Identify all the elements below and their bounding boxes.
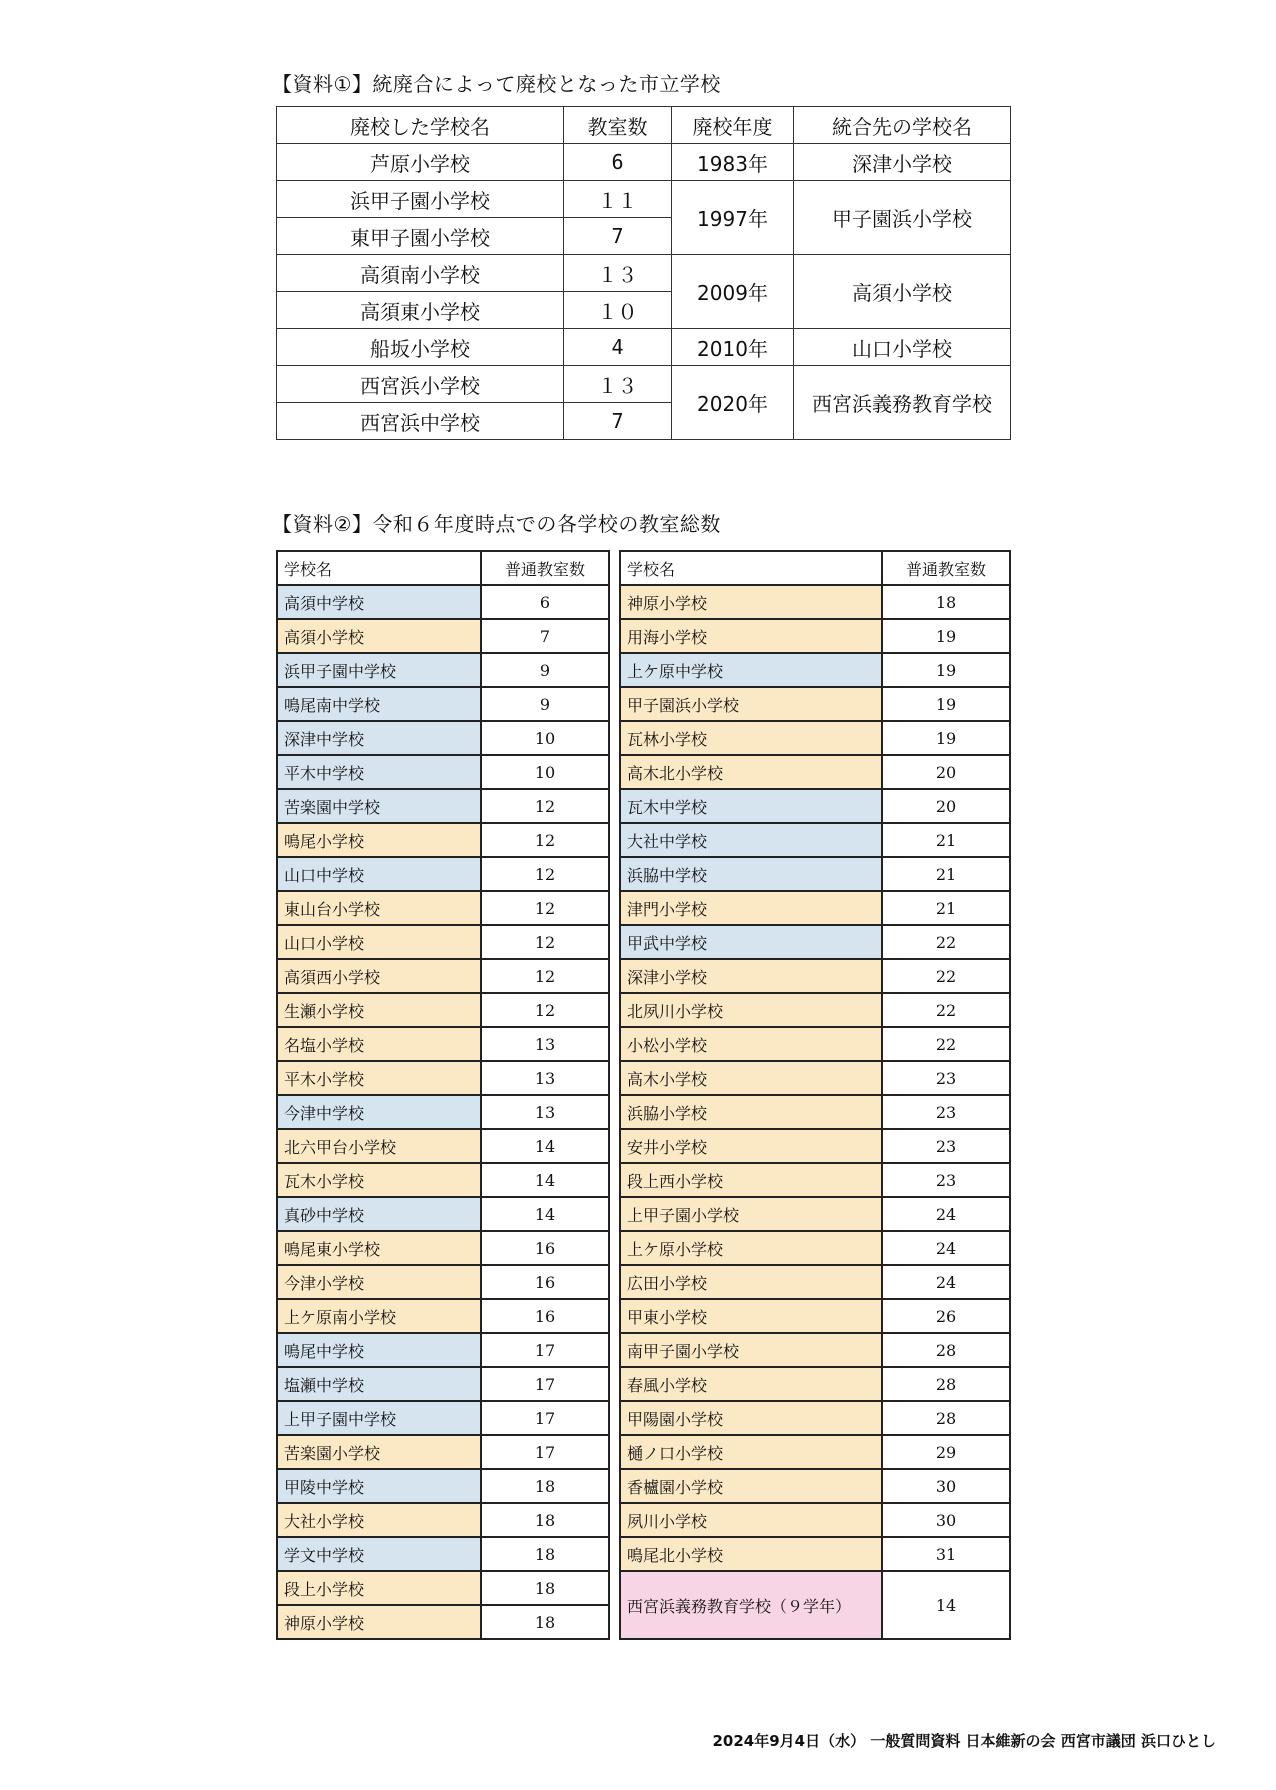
classroom-count: 21 <box>882 857 1010 891</box>
room-count: １１ <box>564 181 672 218</box>
table-row <box>277 1163 609 1197</box>
classroom-count: 13 <box>481 1027 609 1061</box>
room-count: 7 <box>564 403 672 440</box>
school-name: 上ケ原小学校 <box>620 1231 882 1265</box>
closed-school-name: 東甲子園小学校 <box>277 218 564 255</box>
closed-school-name: 高須南小学校 <box>277 255 564 292</box>
school-name: 香櫨園小学校 <box>620 1469 882 1503</box>
closed-year: 2010年 <box>672 329 794 366</box>
closed-year: 1997年 <box>672 181 794 255</box>
classroom-count: 10 <box>481 721 609 755</box>
school-name: 東山台小学校 <box>277 891 481 925</box>
classroom-count: 18 <box>481 1605 609 1639</box>
header-rooms: 教室数 <box>564 107 672 144</box>
classroom-count: 22 <box>882 1027 1010 1061</box>
school-name: 瓦木中学校 <box>620 789 882 823</box>
room-count: １３ <box>564 255 672 292</box>
table-row <box>620 823 1010 857</box>
school-name: 甲陽園小学校 <box>620 1401 882 1435</box>
table-row <box>277 329 1011 366</box>
room-count: 6 <box>564 144 672 181</box>
school-name: 浜脇中学校 <box>620 857 882 891</box>
header-classroom-count: 普通教室数 <box>481 551 609 585</box>
room-count: １３ <box>564 366 672 403</box>
school-name: 甲子園浜小学校 <box>620 687 882 721</box>
classroom-count: 7 <box>481 619 609 653</box>
header-school-name: 学校名 <box>277 551 481 585</box>
table-row <box>620 1061 1010 1095</box>
school-name: 深津小学校 <box>620 959 882 993</box>
table-row <box>277 993 609 1027</box>
header-closed-school: 廃校した学校名 <box>277 107 564 144</box>
table-row <box>620 1503 1010 1537</box>
classroom-count: 24 <box>882 1231 1010 1265</box>
school-name: 上甲子園中学校 <box>277 1401 481 1435</box>
merged-school-name: 深津小学校 <box>794 144 1011 181</box>
table-row <box>277 1537 609 1571</box>
closed-year: 1983年 <box>672 144 794 181</box>
school-name: 高須中学校 <box>277 585 481 619</box>
classroom-count: 30 <box>882 1469 1010 1503</box>
classroom-count: 9 <box>481 653 609 687</box>
school-name: 真砂中学校 <box>277 1197 481 1231</box>
school-name: 上ケ原中学校 <box>620 653 882 687</box>
table-row <box>277 1333 609 1367</box>
school-name: 用海小学校 <box>620 619 882 653</box>
table2-right-header-row <box>620 551 1010 585</box>
school-name: 瓦林小学校 <box>620 721 882 755</box>
school-name: 上ケ原南小学校 <box>277 1299 481 1333</box>
table-row <box>277 585 609 619</box>
classroom-count: 12 <box>481 857 609 891</box>
merged-school-name: 高須小学校 <box>794 255 1011 329</box>
school-name: 鳴尾南中学校 <box>277 687 481 721</box>
classroom-count: 30 <box>882 1503 1010 1537</box>
table-row <box>277 1503 609 1537</box>
footer-note: 2024年9月4日（水） 一般質問資料 日本維新の会 西宮市議団 浜口ひとし <box>712 1732 1216 1750</box>
table-row <box>277 789 609 823</box>
classroom-count: 18 <box>481 1537 609 1571</box>
table-row <box>620 1027 1010 1061</box>
school-name: 山口小学校 <box>277 925 481 959</box>
school-name: 高木北小学校 <box>620 755 882 789</box>
classroom-count: 23 <box>882 1163 1010 1197</box>
school-name: 今津小学校 <box>277 1265 481 1299</box>
closed-schools-table <box>276 106 1011 440</box>
school-name: 大社小学校 <box>277 1503 481 1537</box>
school-name: 瓦木小学校 <box>277 1163 481 1197</box>
school-name: 安井小学校 <box>620 1129 882 1163</box>
table2-title: 【資料②】令和６年度時点での各学校の教室総数 <box>272 512 721 536</box>
table-row <box>277 619 609 653</box>
table-row <box>620 789 1010 823</box>
table-row <box>277 1401 609 1435</box>
merged-school-name: 山口小学校 <box>794 329 1011 366</box>
table-row <box>620 755 1010 789</box>
classroom-count: 28 <box>882 1401 1010 1435</box>
school-name: 名塩小学校 <box>277 1027 481 1061</box>
classroom-count: 18 <box>481 1469 609 1503</box>
school-name: 高木小学校 <box>620 1061 882 1095</box>
classroom-count: 12 <box>481 959 609 993</box>
table-row <box>277 721 609 755</box>
classroom-count: 12 <box>481 823 609 857</box>
school-name: 浜脇小学校 <box>620 1095 882 1129</box>
classroom-count: 23 <box>882 1129 1010 1163</box>
school-name: 苦楽園中学校 <box>277 789 481 823</box>
classroom-count: 18 <box>481 1503 609 1537</box>
school-name: 神原小学校 <box>620 585 882 619</box>
table-row <box>277 687 609 721</box>
table-row <box>277 1367 609 1401</box>
school-name: 甲陵中学校 <box>277 1469 481 1503</box>
table-row <box>620 891 1010 925</box>
school-name: 山口中学校 <box>277 857 481 891</box>
school-name: 深津中学校 <box>277 721 481 755</box>
table-row <box>277 1605 609 1639</box>
classroom-count: 13 <box>481 1095 609 1129</box>
table-row <box>620 1401 1010 1435</box>
classroom-count: 12 <box>481 993 609 1027</box>
closed-school-name: 浜甲子園小学校 <box>277 181 564 218</box>
school-name: 苦楽園小学校 <box>277 1435 481 1469</box>
table-row <box>277 1231 609 1265</box>
classroom-count: 16 <box>481 1231 609 1265</box>
merged-school-name: 西宮浜義務教育学校 <box>794 366 1011 440</box>
table-row <box>620 1469 1010 1503</box>
table1-header-row <box>277 107 1011 144</box>
school-name: 浜甲子園中学校 <box>277 653 481 687</box>
classroom-count-table-right <box>619 550 1011 1640</box>
table-row <box>620 1095 1010 1129</box>
classroom-count: 19 <box>882 619 1010 653</box>
table-row <box>277 144 1011 181</box>
classroom-count: 21 <box>882 891 1010 925</box>
table-row <box>277 1571 609 1605</box>
school-name: 鳴尾中学校 <box>277 1333 481 1367</box>
table-row <box>620 619 1010 653</box>
closed-school-name: 芦原小学校 <box>277 144 564 181</box>
table-row <box>277 891 609 925</box>
classroom-count: 17 <box>481 1435 609 1469</box>
school-name: 学文中学校 <box>277 1537 481 1571</box>
table-row <box>277 1435 609 1469</box>
table-row <box>277 1299 609 1333</box>
school-name: 鳴尾北小学校 <box>620 1537 882 1571</box>
classroom-count: 16 <box>481 1265 609 1299</box>
school-name: 鳴尾小学校 <box>277 823 481 857</box>
classroom-count: 18 <box>481 1571 609 1605</box>
school-name: 北夙川小学校 <box>620 993 882 1027</box>
table-row <box>620 653 1010 687</box>
classroom-count: 22 <box>882 959 1010 993</box>
room-count: 7 <box>564 218 672 255</box>
classroom-count: 19 <box>882 721 1010 755</box>
classroom-count: 13 <box>481 1061 609 1095</box>
classroom-count: 22 <box>882 925 1010 959</box>
table-row <box>620 1265 1010 1299</box>
table-row <box>620 1537 1010 1571</box>
school-name: 樋ノ口小学校 <box>620 1435 882 1469</box>
school-name: 上甲子園小学校 <box>620 1197 882 1231</box>
table-row <box>620 959 1010 993</box>
table-row <box>620 721 1010 755</box>
table-row <box>620 1435 1010 1469</box>
classroom-count: 24 <box>882 1197 1010 1231</box>
school-name: 段上小学校 <box>277 1571 481 1605</box>
table-row <box>620 585 1010 619</box>
school-name: 北六甲台小学校 <box>277 1129 481 1163</box>
classroom-count: 20 <box>882 789 1010 823</box>
classroom-count: 28 <box>882 1367 1010 1401</box>
closed-school-name: 西宮浜小学校 <box>277 366 564 403</box>
school-name: 鳴尾東小学校 <box>277 1231 481 1265</box>
classroom-count: 6 <box>481 585 609 619</box>
table-row <box>620 925 1010 959</box>
school-name: 今津中学校 <box>277 1095 481 1129</box>
header-classroom-count: 普通教室数 <box>882 551 1010 585</box>
classroom-count: 19 <box>882 687 1010 721</box>
table-row <box>277 959 609 993</box>
school-name: 広田小学校 <box>620 1265 882 1299</box>
table-row <box>620 1367 1010 1401</box>
classroom-count: 18 <box>882 585 1010 619</box>
classroom-count: 22 <box>882 993 1010 1027</box>
table-row <box>620 1129 1010 1163</box>
school-name: 平木中学校 <box>277 755 481 789</box>
closed-year: 2020年 <box>672 366 794 440</box>
classroom-count: 12 <box>481 891 609 925</box>
classroom-count: 23 <box>882 1095 1010 1129</box>
table-row <box>277 1469 609 1503</box>
classroom-count: 17 <box>481 1401 609 1435</box>
table-row <box>277 255 1011 292</box>
school-name: 段上西小学校 <box>620 1163 882 1197</box>
table2-left-body <box>277 585 609 1639</box>
table-row <box>620 1333 1010 1367</box>
table-row <box>277 925 609 959</box>
school-name: 津門小学校 <box>620 891 882 925</box>
table-row <box>620 857 1010 891</box>
classroom-count: 23 <box>882 1061 1010 1095</box>
table-row <box>277 1197 609 1231</box>
table2-right-body <box>620 585 1010 1639</box>
classroom-count: 14 <box>481 1163 609 1197</box>
school-name: 南甲子園小学校 <box>620 1333 882 1367</box>
school-name: 高須西小学校 <box>277 959 481 993</box>
classroom-count: 19 <box>882 653 1010 687</box>
classroom-count: 14 <box>481 1197 609 1231</box>
table-row <box>277 755 609 789</box>
school-name: 小松小学校 <box>620 1027 882 1061</box>
school-name: 甲武中学校 <box>620 925 882 959</box>
closed-school-name: 西宮浜中学校 <box>277 403 564 440</box>
table-row <box>277 1129 609 1163</box>
classroom-count: 17 <box>481 1367 609 1401</box>
school-name: 平木小学校 <box>277 1061 481 1095</box>
table-row <box>277 653 609 687</box>
classroom-count: 28 <box>882 1333 1010 1367</box>
classroom-count: 26 <box>882 1299 1010 1333</box>
table-row <box>620 1231 1010 1265</box>
classroom-count: 24 <box>882 1265 1010 1299</box>
table1-title: 【資料①】統廃合によって廃校となった市立学校 <box>272 72 721 96</box>
classroom-count: 16 <box>481 1299 609 1333</box>
table2-left-header-row <box>277 551 609 585</box>
closed-year: 2009年 <box>672 255 794 329</box>
classroom-count-table-left <box>276 550 610 1640</box>
classroom-count: 31 <box>882 1537 1010 1571</box>
closed-school-name: 船坂小学校 <box>277 329 564 366</box>
classroom-count: 17 <box>481 1333 609 1367</box>
table-row <box>620 1571 1010 1639</box>
header-closed-year: 廃校年度 <box>672 107 794 144</box>
school-name: 大社中学校 <box>620 823 882 857</box>
header-merged-school: 統合先の学校名 <box>794 107 1011 144</box>
table-row <box>277 857 609 891</box>
classroom-count: 29 <box>882 1435 1010 1469</box>
classroom-count: 10 <box>481 755 609 789</box>
table-row <box>620 993 1010 1027</box>
table-row <box>277 1027 609 1061</box>
table-row <box>620 687 1010 721</box>
school-name: 高須小学校 <box>277 619 481 653</box>
table-row <box>620 1197 1010 1231</box>
closed-school-name: 高須東小学校 <box>277 292 564 329</box>
header-school-name: 学校名 <box>620 551 882 585</box>
classroom-count: 9 <box>481 687 609 721</box>
school-name: 夙川小学校 <box>620 1503 882 1537</box>
table-row <box>277 1265 609 1299</box>
table-row <box>277 366 1011 403</box>
merged-school-name: 甲子園浜小学校 <box>794 181 1011 255</box>
school-name: 塩瀬中学校 <box>277 1367 481 1401</box>
table-row <box>277 181 1011 218</box>
room-count: １０ <box>564 292 672 329</box>
school-name: 甲東小学校 <box>620 1299 882 1333</box>
table-row <box>620 1163 1010 1197</box>
school-name: 春風小学校 <box>620 1367 882 1401</box>
classroom-count: 20 <box>882 755 1010 789</box>
table-row <box>620 1299 1010 1333</box>
table-row <box>277 823 609 857</box>
classroom-count: 21 <box>882 823 1010 857</box>
table-row <box>277 1061 609 1095</box>
classroom-count: 14 <box>481 1129 609 1163</box>
school-name: 生瀬小学校 <box>277 993 481 1027</box>
room-count: 4 <box>564 329 672 366</box>
school-name: 西宮浜義務教育学校（９学年） <box>620 1571 882 1639</box>
classroom-count: 12 <box>481 925 609 959</box>
classroom-count: 14 <box>882 1571 1010 1639</box>
school-name: 神原小学校 <box>277 1605 481 1639</box>
table-row <box>277 1095 609 1129</box>
classroom-count: 12 <box>481 789 609 823</box>
